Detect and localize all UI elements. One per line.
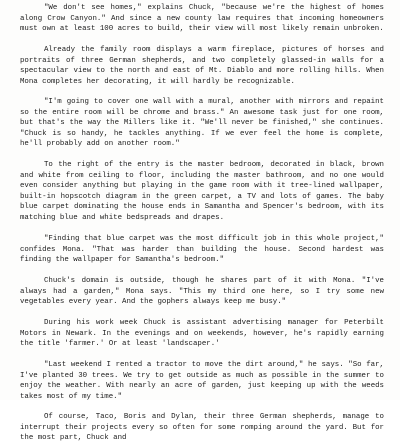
paragraph-6: Chuck's domain is outside, though he shares part of it with Mona. "I've always had a garden," Mona says. "This my third one here, so I try some new vegetables every year. And the gophers always keep me busy." <box>20 277 384 307</box>
paragraph-7: During his work week Chuck is assistant advertising manager for Peterbilt Motors in Newark. In the evenings and on weekends, however, he's rapidly earning the title 'farmer.' Or at least 'landscaper.' <box>20 319 384 349</box>
paragraph-2: Already the family room displays a warm fireplace, pictures of horses and portraits of three German shepherds, and two completely glassed-in walls for a spectacular view to the north and east of Mt. Diablo and more rolling hills. When Mona completes her decorating, it will hardly be recognizable. <box>20 46 384 86</box>
paragraph-4: To the right of the entry is the master bedroom, decorated in black, brown and white from ceiling to floor, including the master bathroom, and no one would even consider anything but playing in the game room with it tree-lined wallpaper, built-in hopscotch diagram in the green carpet, a TV and lots of games. The baby blue carpet dominating the house ends in Samantha and Spencer's bedroom, with its matching blue and white bedspreads and drapes. <box>20 161 384 222</box>
paragraph-5: "Finding that blue carpet was the most difficult job in this whole project," confides Mona. "That was harder than building the house. Second hardest was finding the wallpaper for Samantha's bedroom." <box>20 235 384 265</box>
paragraph-1: "We don't see homes," explains Chuck, "because we're the highest of homes along Crow Canyon." And since a new county law requires that incoming homeowners must own at least 100 acres to build, their view will most likely remain unbroken. <box>20 4 384 34</box>
paragraph-8: "Last weekend I rented a tractor to move the dirt around," he says. "So far, I've planted 30 trees. We try to get outside as much as possible in the summer to enjoy the weather. With nearly an acre of garden, just keeping up with the weeds takes most of my time." <box>20 361 384 401</box>
paragraph-3: "I'm going to cover one wall with a mural, another with mirrors and repaint so the entire room will be chrome and brass." An awesome task just for one room, but that's the way the Millers like it. "We'll never be finished," she continues. "Chuck is so handy, he tackles anything. If we ever feel the home is complete, he'll probably add on another room." <box>20 98 384 149</box>
paragraph-9: Of course, Taco, Boris and Dylan, their three German shepherds, manage to interrupt their projects every so often for some romping around the yard. But for the most part, Chuck and <box>20 413 384 443</box>
